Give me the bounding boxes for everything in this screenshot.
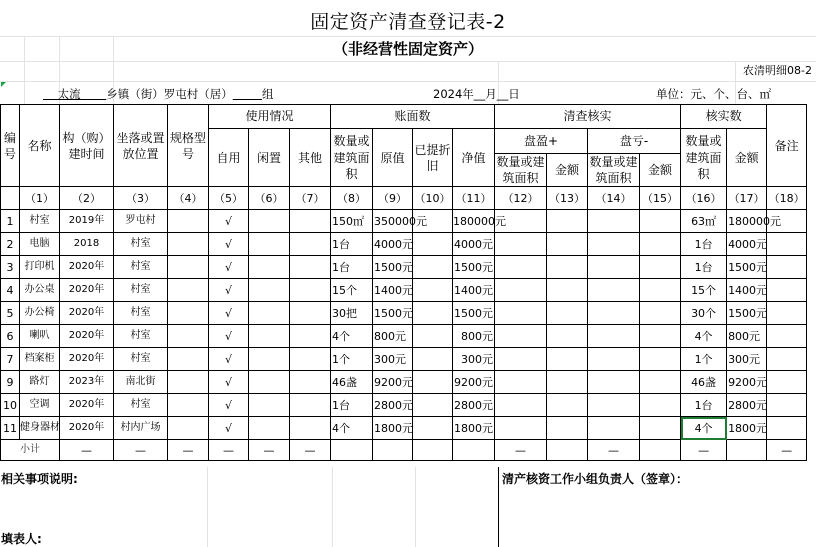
column-number-row (1, 187, 813, 210)
cell-no[interactable]: 7 (1, 348, 20, 371)
sheet-title[interactable]: 固定资产清查登记表-2 (310, 11, 506, 33)
cell-spec[interactable] (168, 302, 209, 325)
cell-ver-qty[interactable]: 63㎡ (681, 210, 727, 233)
cell-book-net[interactable]: 800元 (453, 325, 495, 348)
table-row (1, 279, 813, 302)
report-date: 2024年__月__日 (433, 87, 520, 101)
cell-remark[interactable] (767, 348, 807, 371)
location-left (43, 86, 273, 102)
header-book-dep[interactable]: 已提折旧 (413, 129, 453, 187)
cell-ver-qty[interactable]: 1台 (681, 394, 727, 417)
cell-spec[interactable] (168, 256, 209, 279)
cell-usage-idle[interactable] (249, 325, 290, 348)
subtotal-cell[interactable] (331, 440, 373, 461)
cell-spec[interactable] (168, 325, 209, 348)
cell-location[interactable]: 村室 (114, 302, 168, 325)
cell-book-net[interactable]: 1500元 (453, 302, 495, 325)
cell-ver-qty[interactable]: 4个 (681, 417, 727, 440)
cell-shortage-amt[interactable] (640, 325, 681, 348)
header-shortage[interactable]: 盘亏- (588, 129, 681, 154)
subtotal-label[interactable]: 小计 (1, 440, 60, 461)
col-number[interactable]: （3） (114, 187, 168, 210)
location-line[interactable] (0, 84, 816, 104)
cell-book-net[interactable]: 1500元 (453, 256, 495, 279)
header-spec[interactable]: 规格型号 (168, 105, 209, 187)
cell-usage-self[interactable]: √ (209, 394, 249, 417)
cell-usage-other[interactable] (290, 210, 331, 233)
cell-remark[interactable] (767, 394, 807, 417)
cell-usage-idle[interactable] (249, 233, 290, 256)
cell-remark[interactable] (767, 233, 807, 256)
cell-book-dep[interactable] (413, 348, 453, 371)
cell-book-qty[interactable]: 1台 (331, 256, 373, 279)
subtotal-dash[interactable]: — (168, 440, 209, 461)
responsible-label[interactable]: 清产核资工作小组负责人（签章）： (502, 472, 689, 486)
gridline (332, 467, 333, 547)
data-rows (1, 210, 813, 440)
cell-shortage-amt[interactable] (640, 394, 681, 417)
header-usage-other[interactable]: 其他 (290, 129, 331, 187)
cell-build-time[interactable]: 2020年 (60, 348, 114, 371)
cell-spec[interactable] (168, 348, 209, 371)
col-number[interactable]: （7） (290, 187, 331, 210)
header-book-net[interactable]: 净值 (453, 129, 495, 187)
cell-shortage-amt[interactable] (640, 256, 681, 279)
cell-surplus-qty[interactable] (495, 302, 547, 325)
header-location[interactable]: 坐落或置放位置 (114, 105, 168, 187)
village-name: 罗屯村 (163, 87, 199, 101)
header-shortage-qty[interactable]: 数量或建筑面积 (589, 155, 638, 186)
cell-no[interactable]: 1 (1, 210, 20, 233)
cell-usage-other[interactable] (290, 233, 331, 256)
cell-location[interactable]: 村室 (114, 233, 168, 256)
cell-surplus-qty[interactable] (495, 348, 547, 371)
cell-usage-other[interactable] (290, 371, 331, 394)
subtotal-cell[interactable] (453, 440, 495, 461)
asset-table (0, 104, 812, 461)
cell-book-orig[interactable]: 1800元 (373, 417, 413, 440)
col-number[interactable]: （1） (20, 187, 60, 210)
subtotal-dash[interactable]: — (588, 440, 640, 461)
header-name[interactable]: 名称 (20, 105, 60, 187)
cell-build-time[interactable]: 2020年 (60, 325, 114, 348)
cell-surplus-qty[interactable] (495, 233, 547, 256)
cell-usage-self[interactable]: √ (209, 233, 249, 256)
subtotal-dash[interactable]: — (681, 440, 727, 461)
col-number[interactable]: （10） (413, 187, 453, 210)
cell-shortage-qty[interactable] (588, 233, 640, 256)
cell-shortage-amt[interactable] (640, 302, 681, 325)
header-book[interactable]: 账面数 (331, 105, 495, 129)
subtotal-dash[interactable]: — (290, 440, 331, 461)
cell-book-qty[interactable]: 15个 (331, 279, 373, 302)
cell-no[interactable]: 5 (1, 302, 20, 325)
table-row (1, 394, 813, 417)
header-no[interactable]: 编号 (1, 105, 20, 187)
table-row (1, 371, 813, 394)
cell-book-orig[interactable]: 1400元 (373, 279, 413, 302)
cell-surplus-amt[interactable] (547, 371, 588, 394)
header-remark[interactable]: 备注 (767, 105, 807, 187)
header-shortage-amt[interactable]: 金额 (640, 154, 681, 187)
cell-spec[interactable] (168, 371, 209, 394)
cell-spec[interactable] (168, 417, 209, 440)
notes-area (0, 467, 812, 547)
col-number[interactable]: （16） (681, 187, 727, 210)
cell-book-qty[interactable]: 4个 (331, 417, 373, 440)
col-number[interactable]: （18） (767, 187, 807, 210)
cell-no[interactable]: 9 (1, 371, 20, 394)
cell-shortage-qty[interactable] (588, 371, 640, 394)
col-number[interactable]: （14） (588, 187, 640, 210)
cell-ver-amt[interactable]: 2800元 (727, 394, 767, 417)
table-row (1, 233, 813, 256)
empty-cell (807, 105, 812, 187)
cell-book-orig[interactable]: 1500元 (373, 302, 413, 325)
subtotal-dash[interactable]: — (114, 440, 168, 461)
col-number[interactable] (1, 187, 20, 210)
town-label: 乡镇（街） (106, 87, 164, 101)
cell-remark[interactable] (767, 279, 807, 302)
cell-usage-other[interactable] (290, 325, 331, 348)
cell-shortage-qty[interactable] (588, 417, 640, 440)
cell-ver-qty[interactable]: 4个 (681, 325, 727, 348)
table-row (1, 325, 813, 348)
header-usage-self[interactable]: 自用 (209, 129, 249, 187)
cell-usage-self[interactable]: √ (209, 210, 249, 233)
cell-ver-amt[interactable]: 800元 (727, 325, 767, 348)
cell-ver-amt[interactable]: 180000元 (727, 210, 767, 233)
cell-ver-qty[interactable]: 1个 (681, 348, 727, 371)
cell-usage-other[interactable] (290, 256, 331, 279)
cell-shortage-qty[interactable] (588, 394, 640, 417)
cell-comment-marker (1, 82, 6, 87)
cell-usage-other[interactable] (290, 348, 331, 371)
header-ver-amt[interactable]: 金额 (727, 129, 767, 187)
header-usage-idle[interactable]: 闲置 (249, 129, 290, 187)
header-surplus-qty[interactable]: 数量或建筑面积 (496, 155, 545, 186)
filler-label[interactable]: 填表人: (1, 532, 42, 546)
cell-surplus-qty[interactable] (495, 417, 547, 440)
cell-book-dep[interactable] (413, 279, 453, 302)
cell-no[interactable]: 11 (1, 417, 20, 440)
cell-usage-idle[interactable] (249, 371, 290, 394)
cell-remark[interactable] (767, 371, 807, 394)
cell-usage-self[interactable]: √ (209, 256, 249, 279)
cell-book-dep[interactable] (413, 233, 453, 256)
cell-book-dep[interactable] (413, 325, 453, 348)
cell-no[interactable]: 6 (1, 325, 20, 348)
cell-shortage-qty[interactable] (588, 325, 640, 348)
group-label: 组 (261, 87, 274, 101)
cell-book-net[interactable]: 300元 (453, 348, 495, 371)
cell-no[interactable]: 3 (1, 256, 20, 279)
cell-book-orig[interactable]: 800元 (373, 325, 413, 348)
cell-name[interactable]: 电脑 (20, 233, 60, 256)
subtotal-cell[interactable] (373, 440, 413, 461)
header-surplus[interactable]: 盘盈+ (495, 129, 588, 154)
cell-surplus-amt[interactable] (547, 394, 588, 417)
cell-name[interactable]: 打印机 (20, 256, 60, 279)
cell-usage-idle[interactable] (249, 279, 290, 302)
cell-shortage-amt[interactable] (640, 348, 681, 371)
header-ver-qty[interactable]: 数量或建筑面积 (681, 129, 727, 187)
cell-book-dep[interactable] (413, 302, 453, 325)
cell-ver-qty[interactable]: 46盏 (681, 371, 727, 394)
cell-surplus-amt[interactable] (547, 417, 588, 440)
col-number[interactable]: （6） (249, 187, 290, 210)
cell-usage-idle[interactable] (249, 417, 290, 440)
cell-book-qty[interactable]: 4个 (331, 325, 373, 348)
cell-surplus-amt[interactable] (547, 325, 588, 348)
cell-shortage-amt[interactable] (640, 417, 681, 440)
cell-surplus-amt[interactable] (547, 210, 588, 233)
cell-surplus-qty[interactable] (495, 394, 547, 417)
cell-shortage-amt[interactable] (640, 371, 681, 394)
cell-name[interactable]: 喇叭 (20, 325, 60, 348)
col-number[interactable]: （2） (60, 187, 114, 210)
cell-usage-idle[interactable] (249, 302, 290, 325)
cell-book-net[interactable]: 1400元 (453, 279, 495, 302)
cell-shortage-qty[interactable] (588, 348, 640, 371)
cell-book-dep[interactable] (413, 371, 453, 394)
cell-book-orig[interactable]: 1500元 (373, 256, 413, 279)
cell-ver-amt[interactable]: 4000元 (727, 233, 767, 256)
cell-build-time[interactable]: 2020年 (60, 256, 114, 279)
col-number[interactable]: （17） (727, 187, 767, 210)
cell-usage-idle[interactable] (249, 210, 290, 233)
cell-build-time[interactable]: 2020年 (60, 302, 114, 325)
table-row (1, 210, 813, 233)
col-number[interactable]: （12） (495, 187, 547, 210)
cell-usage-other[interactable] (290, 417, 331, 440)
cell-book-dep[interactable] (413, 394, 453, 417)
cell-book-net[interactable]: 1800元 (453, 417, 495, 440)
header-usage[interactable]: 使用情况 (209, 105, 331, 129)
cell-location[interactable]: 南北街 (114, 371, 168, 394)
table-row (1, 417, 813, 440)
header-build-time[interactable]: 构（购）建时间 (60, 105, 114, 187)
cell-spec[interactable] (168, 279, 209, 302)
cell-no[interactable]: 4 (1, 279, 20, 302)
cell-usage-idle[interactable] (249, 348, 290, 371)
subtotal-cell[interactable] (413, 440, 453, 461)
cell-location[interactable]: 村室 (114, 348, 168, 371)
cell-book-orig[interactable]: 2800元 (373, 394, 413, 417)
cell-build-time[interactable]: 2020年 (60, 394, 114, 417)
cell-build-time[interactable]: 2019年 (60, 210, 114, 233)
cell-ver-amt[interactable]: 1500元 (727, 302, 767, 325)
cell-name[interactable]: 健身器材 (20, 417, 60, 440)
cell-remark[interactable] (767, 325, 807, 348)
gridline (207, 467, 208, 547)
cell-book-dep[interactable] (413, 256, 453, 279)
cell-no[interactable]: 2 (1, 233, 20, 256)
header-book-qty[interactable]: 数量或建筑面积 (331, 129, 373, 187)
village-area: 太流 (57, 87, 81, 101)
col-number[interactable]: （15） (640, 187, 681, 210)
cell-location[interactable]: 村室 (114, 325, 168, 348)
cell-usage-other[interactable] (290, 394, 331, 417)
cell-shortage-amt[interactable] (640, 279, 681, 302)
cell-usage-other[interactable] (290, 279, 331, 302)
cell-usage-self[interactable]: √ (209, 325, 249, 348)
cell-surplus-qty[interactable] (495, 279, 547, 302)
cell-spec[interactable] (168, 233, 209, 256)
cell-location[interactable]: 村室 (114, 279, 168, 302)
gridline (0, 36, 816, 37)
cell-surplus-amt[interactable] (547, 256, 588, 279)
subtotal-cell[interactable] (727, 440, 767, 461)
col-number[interactable]: （8） (331, 187, 373, 210)
subtotal-row (1, 440, 813, 461)
cell-remark[interactable] (767, 302, 807, 325)
cell-book-qty[interactable]: 1台 (331, 233, 373, 256)
cell-surplus-amt[interactable] (547, 279, 588, 302)
cell-usage-idle[interactable] (249, 256, 290, 279)
cell-name[interactable]: 办公桌 (20, 279, 60, 302)
cell-spec[interactable] (168, 394, 209, 417)
cell-location[interactable]: 村室 (114, 394, 168, 417)
cell-ver-amt[interactable]: 1800元 (727, 417, 767, 440)
cell-shortage-qty[interactable] (588, 279, 640, 302)
cell-remark[interactable] (767, 417, 807, 440)
cell-shortage-qty[interactable] (588, 302, 640, 325)
subtotal-dash[interactable]: — (249, 440, 290, 461)
header-book-orig[interactable]: 原值 (373, 129, 413, 187)
subtotal-dash[interactable]: — (60, 440, 114, 461)
cell-book-qty[interactable]: 46盏 (331, 371, 373, 394)
header-check[interactable]: 清查核实 (495, 105, 681, 129)
cell-book-orig[interactable]: 350000元 (373, 210, 413, 233)
cell-book-net[interactable]: 180000元 (453, 210, 495, 233)
cell-book-dep[interactable] (413, 417, 453, 440)
cell-name[interactable]: 办公椅 (20, 302, 60, 325)
cell-book-orig[interactable]: 300元 (373, 348, 413, 371)
cell-ver-amt[interactable]: 1400元 (727, 279, 767, 302)
cell-build-time[interactable]: 2018 (60, 233, 114, 256)
gridline (0, 81, 816, 82)
col-number[interactable]: （9） (373, 187, 413, 210)
cell-book-net[interactable]: 9200元 (453, 371, 495, 394)
cell-usage-self[interactable]: √ (209, 348, 249, 371)
col-number[interactable]: （13） (547, 187, 588, 210)
cell-book-net[interactable]: 2800元 (453, 394, 495, 417)
header-verified[interactable]: 核实数 (681, 105, 767, 129)
cell-book-orig[interactable]: 9200元 (373, 371, 413, 394)
gridline (0, 61, 816, 62)
cell-ver-qty[interactable]: 30个 (681, 302, 727, 325)
cell-usage-self[interactable]: √ (209, 279, 249, 302)
cell-name[interactable]: 村室 (20, 210, 60, 233)
subtotal-cell[interactable] (640, 440, 681, 461)
cell-name[interactable]: 路灯 (20, 371, 60, 394)
cell-build-time[interactable]: 2020年 (60, 417, 114, 440)
unit-label: 单位：元、个、台、㎡ (656, 87, 771, 101)
table-row (1, 256, 813, 279)
cell-usage-self[interactable]: √ (209, 371, 249, 394)
cell-ver-amt[interactable]: 1500元 (727, 256, 767, 279)
subtotal-dash[interactable]: — (767, 440, 807, 461)
cell-usage-other[interactable] (290, 302, 331, 325)
cell-surplus-qty[interactable] (495, 325, 547, 348)
cell-spec[interactable] (168, 210, 209, 233)
cell-shortage-amt[interactable] (640, 233, 681, 256)
cell-ver-amt[interactable]: 9200元 (727, 371, 767, 394)
table-row (1, 348, 813, 371)
cell-ver-amt[interactable]: 300元 (727, 348, 767, 371)
cell-surplus-amt[interactable] (547, 302, 588, 325)
sheet-subtitle[interactable]: （非经营性固定资产） (332, 40, 483, 58)
cell-ver-qty[interactable]: 15个 (681, 279, 727, 302)
cell-name[interactable]: 空调 (20, 394, 60, 417)
cell-surplus-amt[interactable] (547, 233, 588, 256)
cell-book-net[interactable]: 4000元 (453, 233, 495, 256)
col-number[interactable]: （5） (209, 187, 249, 210)
cell-book-qty[interactable]: 150㎡ (331, 210, 373, 233)
cell-usage-idle[interactable] (249, 394, 290, 417)
cell-book-qty[interactable]: 1台 (331, 394, 373, 417)
cell-name[interactable]: 档案柜 (20, 348, 60, 371)
gridline (415, 467, 416, 547)
village-label: （居） (198, 87, 233, 101)
cell-location[interactable]: 罗屯村 (114, 210, 168, 233)
cell-surplus-qty[interactable] (495, 371, 547, 394)
cell-shortage-qty[interactable] (588, 210, 640, 233)
cell-build-time[interactable]: 2023年 (60, 371, 114, 394)
cell-usage-self[interactable]: √ (209, 417, 249, 440)
form-code[interactable]: 农清明细08-2 (743, 64, 812, 77)
cell-shortage-qty[interactable] (588, 256, 640, 279)
cell-location[interactable]: 村室 (114, 256, 168, 279)
col-number[interactable]: （4） (168, 187, 209, 210)
cell-book-orig[interactable]: 4000元 (373, 233, 413, 256)
col-number[interactable]: （11） (453, 187, 495, 210)
cell-surplus-amt[interactable] (547, 348, 588, 371)
subtotal-dash[interactable]: — (209, 440, 249, 461)
cell-remark[interactable] (767, 256, 807, 279)
cell-surplus-qty[interactable] (495, 256, 547, 279)
related-notes-label[interactable]: 相关事项说明: (1, 472, 78, 486)
cell-ver-qty[interactable]: 1台 (681, 256, 727, 279)
cell-no[interactable]: 10 (1, 394, 20, 417)
header-surplus-amt[interactable]: 金额 (547, 154, 588, 187)
cell-book-qty[interactable]: 1个 (331, 348, 373, 371)
cell-ver-qty[interactable]: 1台 (681, 233, 727, 256)
cell-location[interactable]: 村内广场 (114, 417, 168, 440)
cell-book-qty[interactable]: 30把 (331, 302, 373, 325)
cell-shortage-amt[interactable] (640, 210, 681, 233)
cell-usage-self[interactable]: √ (209, 302, 249, 325)
subtotal-cell[interactable] (547, 440, 588, 461)
subtotal-dash[interactable]: — (495, 440, 547, 461)
cell-build-time[interactable]: 2020年 (60, 279, 114, 302)
table-row (1, 302, 813, 325)
